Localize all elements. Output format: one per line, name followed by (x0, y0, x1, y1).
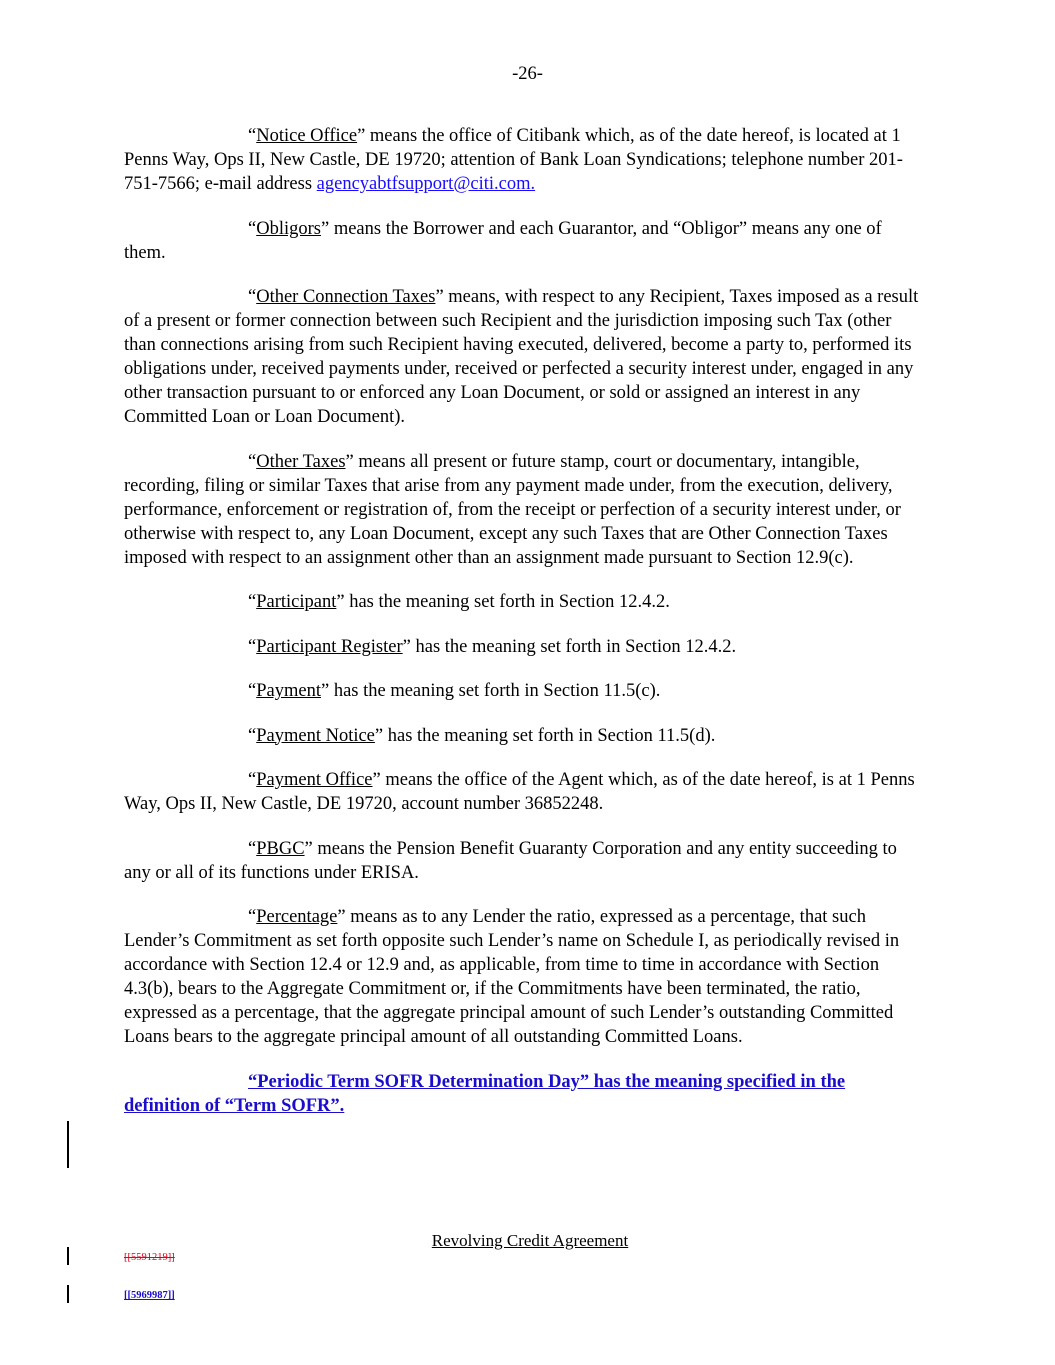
definition-other-taxes (124, 450, 924, 570)
email-link[interactable]: agencyabtfsupport@citi.com. (316, 174, 536, 194)
close-quote: ” (320, 681, 330, 701)
definition-participant (124, 590, 924, 614)
definition-obligors (124, 217, 924, 265)
definition-text: means, with respect to any Recipient, Taxes imposed as a result of a present or former connection between such Recipient and the jurisdiction imposing such Tax (other than connections arising from such Recipient having executed, delivered, become a party to, performed its obligations under, received payments under, received or perfected a security interest under, engaged in any other transaction pursuant to or enforced any Loan Document, or sold or assigned an interest in any Committed Loan or Loan Document). (124, 287, 919, 427)
open-quote: “ (248, 218, 257, 239)
change-bar (67, 1121, 69, 1168)
definition-payment (124, 679, 924, 703)
definition-participant-register (124, 635, 924, 659)
close-quote: ” (435, 287, 444, 307)
change-bar (67, 1285, 69, 1303)
defined-term: Notice Office (256, 126, 358, 146)
definition-pbgc (124, 837, 924, 885)
definition-payment-notice (124, 724, 924, 748)
definition-text: has the meaning set forth in Section 12.4.2. (410, 636, 737, 657)
defined-term: Payment Notice (256, 725, 375, 746)
close-quote: ” (304, 838, 313, 859)
defined-term: Participant (256, 592, 337, 612)
open-quote: “ (248, 681, 257, 701)
defined-term: PBGC (256, 838, 305, 859)
open-quote: “ (248, 907, 257, 927)
definition-periodic-term-sofr-inserted: “Periodic Term SOFR Determination Day” has the meaning specified in the definition of “Term SOFR”. (124, 1071, 846, 1116)
open-quote: “ (248, 770, 257, 790)
close-quote: ” (372, 770, 381, 790)
open-quote: “ (248, 126, 257, 146)
definition-percentage (124, 905, 924, 1049)
definition-text: means as to any Lender the ratio, expressed as a percentage, that such Lender’s Commitment as set forth opposite such Lender’s name on Schedule I, as periodically revised in accordance with Section 12.4 or 12.9 and, as applicable, from time to time in accordance with Section 4.3(b), bears to the Aggregate Commitment or, if the Commitments have been terminated, the ratio, expressed as a percentage, that the aggregate principal amount of such Lender’s outstanding Committed Loans bears to the aggregate principal amount of all outstanding Committed Loans. (124, 907, 900, 1047)
open-quote: “ (248, 451, 257, 472)
definition-text: means the office of the Agent which, as of the date hereof, is at 1 Penns Way, Ops II, New Castle, DE 19720, account number 36852248. (124, 770, 915, 814)
definition-text: means the office of Citibank which, as of the date hereof, is located at 1 Penns Way, Ops II, New Castle, DE 19720; attention of Bank Loan Syndications; telephone number 201-751-7566; e-mail address (124, 126, 903, 194)
defined-term: Payment (256, 681, 321, 701)
definition-payment-office (124, 768, 924, 816)
definition-text: means the Borrower and each Guarantor, and “Obligor” means any one of them. (124, 218, 882, 263)
open-quote: “ (248, 838, 257, 859)
definition-text: means all present or future stamp, court or documentary, intangible, recording, filing or similar Taxes that arise from any payment made under, from the execution, delivery, performance, enforcement or registration of, from the receipt or perfection of a security interest under, or otherwise with respect to, any Loan Document, except any such Taxes that are Other Connection Taxes imposed with respect to an assignment other than an assignment made pursuant to Section 12.9(c). (124, 451, 901, 568)
open-quote: “ (248, 725, 257, 746)
definition-other-connection-taxes (124, 285, 924, 429)
footer-document-title: Revolving Credit Agreement (431, 1231, 629, 1250)
defined-term: Obligors (256, 218, 321, 239)
close-quote: ” (336, 592, 345, 612)
close-quote: ” (357, 126, 366, 146)
open-quote: “ (248, 592, 257, 612)
definitions-section (124, 124, 924, 1138)
definition-notice-office (124, 124, 924, 196)
defined-term: Participant Register (256, 636, 403, 657)
defined-term: Other Connection Taxes (256, 287, 436, 307)
definition-text: has the meaning set forth in Section 12.4.2. (344, 592, 670, 612)
defined-term: Percentage (256, 907, 338, 927)
definition-text: has the meaning set forth in Section 11.5(d). (383, 725, 716, 746)
close-quote: ” (345, 451, 354, 472)
definition-text: has the meaning set forth in Section 11.5(c). (329, 681, 661, 701)
open-quote: “ (248, 636, 257, 657)
defined-term: Payment Office (256, 770, 373, 790)
page-number: -26- (512, 64, 543, 84)
inserted-document-id: [[5969987]] (124, 1290, 175, 1301)
close-quote: ” (320, 218, 330, 239)
open-quote: “ (248, 287, 257, 307)
definition-text: means the Pension Benefit Guaranty Corporation and any entity succeeding to any or all of its functions under ERISA. (124, 838, 897, 883)
close-quote: ” (402, 636, 411, 657)
close-quote: ” (337, 907, 346, 927)
defined-term: Other Taxes (256, 451, 346, 472)
close-quote: ” (374, 725, 384, 746)
deleted-document-id: [[5591219]] (124, 1252, 175, 1263)
